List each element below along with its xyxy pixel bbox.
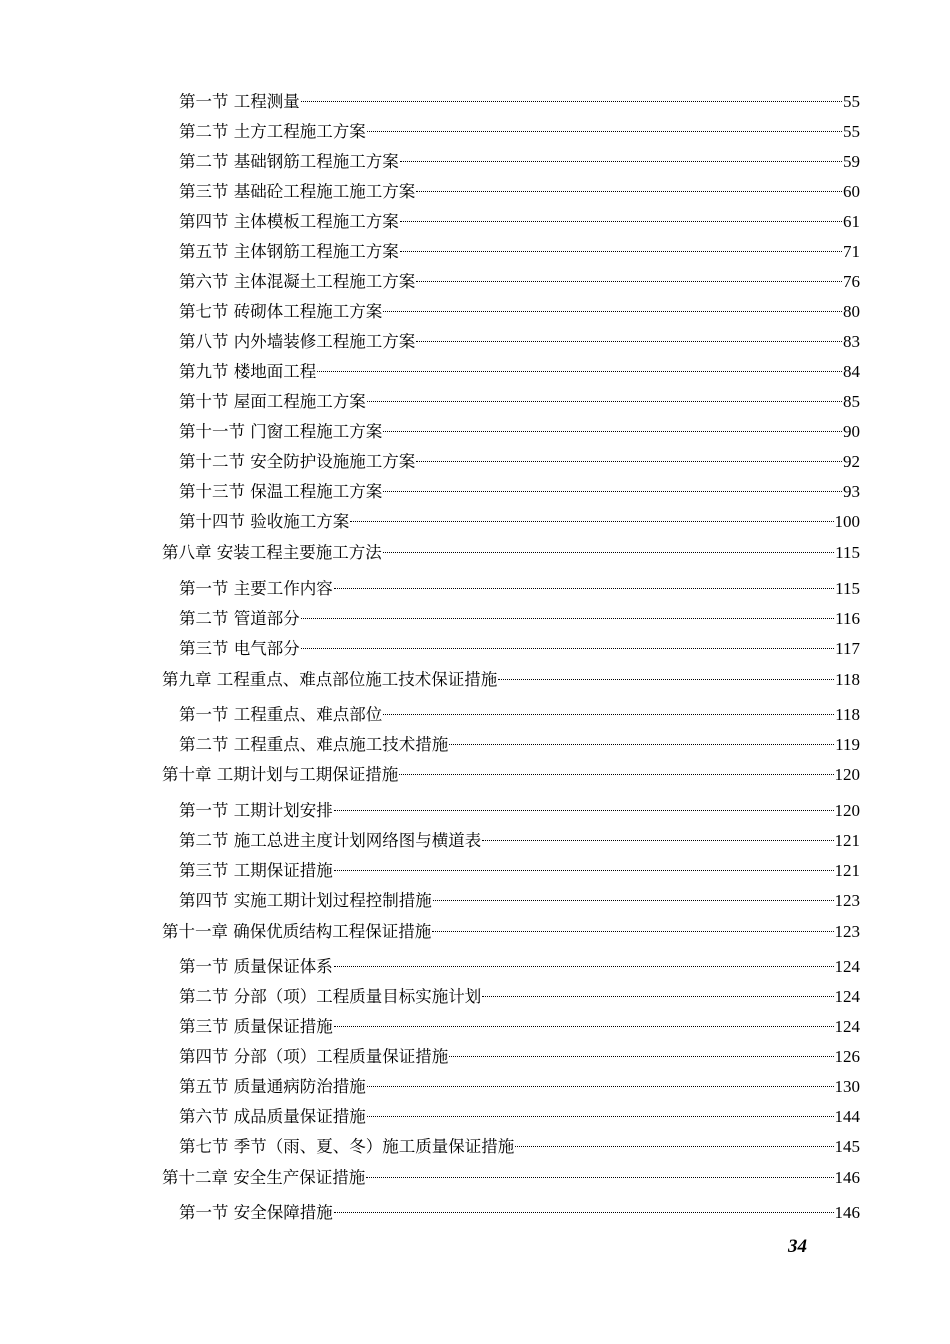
toc-entry-title: 第四节 分部（项）工程质量保证措施 bbox=[179, 1047, 449, 1066]
toc-chapter-entry[interactable] bbox=[162, 667, 860, 693]
toc-entry-page-number: 144 bbox=[834, 1107, 860, 1126]
toc-chapter-entry[interactable] bbox=[162, 762, 860, 788]
toc-section-entry[interactable] bbox=[179, 858, 860, 884]
toc-entry-page-number: 116 bbox=[835, 609, 860, 628]
dot-leader bbox=[317, 370, 842, 372]
dot-leader bbox=[334, 1025, 834, 1027]
toc-entry-page-number: 100 bbox=[834, 512, 860, 531]
toc-entry-title: 第六节 成品质量保证措施 bbox=[179, 1107, 366, 1126]
toc-entry-page-number: 60 bbox=[843, 182, 860, 201]
toc-section-entry[interactable] bbox=[179, 89, 860, 115]
dot-leader bbox=[515, 1145, 833, 1147]
toc-chapter-entry[interactable] bbox=[162, 540, 860, 566]
toc-entry-page-number: 123 bbox=[834, 922, 860, 941]
toc-section-entry[interactable] bbox=[179, 798, 860, 824]
toc-section-entry[interactable] bbox=[179, 209, 860, 235]
toc-section-entry[interactable] bbox=[179, 449, 860, 475]
page-number: 34 bbox=[788, 1236, 807, 1257]
dot-leader bbox=[301, 100, 842, 102]
toc-entry-page-number: 118 bbox=[835, 705, 860, 724]
toc-entry-title: 第七节 砖砌体工程施工方案 bbox=[179, 302, 383, 321]
dot-leader bbox=[416, 280, 842, 282]
toc-section-entry[interactable] bbox=[179, 576, 860, 602]
toc-chapter-entry[interactable] bbox=[162, 919, 860, 945]
toc-entry-title: 第一节 质量保证体系 bbox=[179, 957, 333, 976]
dot-leader bbox=[399, 773, 833, 775]
toc-section-entry[interactable] bbox=[179, 888, 860, 914]
toc-entry-page-number: 119 bbox=[835, 735, 860, 754]
toc-section-entry[interactable] bbox=[179, 1014, 860, 1040]
toc-entry-page-number: 83 bbox=[843, 332, 860, 351]
dot-leader bbox=[367, 1115, 834, 1117]
toc-section-entry[interactable] bbox=[179, 636, 860, 662]
toc-entry-title: 第七节 季节（雨、夏、冬）施工质量保证措施 bbox=[179, 1137, 515, 1156]
dot-leader bbox=[400, 220, 842, 222]
toc-entry-title: 第二节 工程重点、难点施工技术措施 bbox=[179, 735, 449, 754]
toc-entry-title: 第三节 基础砼工程施工施工方案 bbox=[179, 182, 416, 201]
toc-entry-page-number: 146 bbox=[834, 1168, 860, 1187]
dot-leader bbox=[366, 1176, 833, 1178]
toc-entry-page-number: 80 bbox=[843, 302, 860, 321]
toc-entry-title: 第十三节 保温工程施工方案 bbox=[179, 482, 383, 501]
dot-leader bbox=[334, 809, 834, 811]
toc-entry-title: 第十二节 安全防护设施施工方案 bbox=[179, 452, 416, 471]
toc-entry-title: 第一节 工程重点、难点部位 bbox=[179, 705, 383, 724]
dot-leader bbox=[301, 617, 834, 619]
toc-section-entry[interactable] bbox=[179, 179, 860, 205]
toc-entry-page-number: 120 bbox=[834, 765, 860, 784]
toc-entry-page-number: 126 bbox=[834, 1047, 860, 1066]
toc-entry-title: 第三节 质量保证措施 bbox=[179, 1017, 333, 1036]
toc-section-entry[interactable] bbox=[179, 1200, 860, 1226]
dot-leader bbox=[400, 160, 842, 162]
toc-entry-page-number: 121 bbox=[834, 861, 860, 880]
toc-entry-title: 第八章 安装工程主要施工方法 bbox=[162, 543, 382, 562]
toc-entry-title: 第九章 工程重点、难点部位施工技术保证措施 bbox=[162, 670, 498, 689]
dot-leader bbox=[367, 400, 842, 402]
dot-leader bbox=[334, 587, 834, 589]
toc-section-entry[interactable] bbox=[179, 702, 860, 728]
toc-entry-title: 第十二章 安全生产保证措施 bbox=[162, 1168, 366, 1187]
dot-leader bbox=[383, 713, 834, 715]
toc-section-entry[interactable] bbox=[179, 954, 860, 980]
toc-entry-title: 第四节 实施工期计划过程控制措施 bbox=[179, 891, 432, 910]
toc-entry-title: 第二节 施工总进主度计划网络图与横道表 bbox=[179, 831, 482, 850]
dot-leader bbox=[383, 551, 834, 553]
toc-entry-title: 第四节 主体模板工程施工方案 bbox=[179, 212, 399, 231]
toc-section-entry[interactable] bbox=[179, 1104, 860, 1130]
toc-section-entry[interactable] bbox=[179, 149, 860, 175]
dot-leader bbox=[416, 460, 842, 462]
toc-entry-page-number: 84 bbox=[843, 362, 860, 381]
dot-leader bbox=[498, 678, 834, 680]
toc-entry-page-number: 115 bbox=[835, 579, 860, 598]
toc-section-entry[interactable] bbox=[179, 509, 860, 535]
toc-entry-page-number: 124 bbox=[834, 957, 860, 976]
toc-entry-page-number: 61 bbox=[843, 212, 860, 231]
toc-section-entry[interactable] bbox=[179, 239, 860, 265]
toc-section-entry[interactable] bbox=[179, 299, 860, 325]
toc-section-entry[interactable] bbox=[179, 359, 860, 385]
dot-leader bbox=[449, 1055, 833, 1057]
toc-entry-title: 第二节 基础钢筋工程施工方案 bbox=[179, 152, 399, 171]
toc-section-entry[interactable] bbox=[179, 479, 860, 505]
dot-leader bbox=[416, 190, 842, 192]
toc-section-entry[interactable] bbox=[179, 606, 860, 632]
toc-section-entry[interactable] bbox=[179, 389, 860, 415]
toc-section-entry[interactable] bbox=[179, 984, 860, 1010]
toc-entry-page-number: 121 bbox=[834, 831, 860, 850]
toc-entry-title: 第一节 工期计划安排 bbox=[179, 801, 333, 820]
toc-entry-page-number: 130 bbox=[834, 1077, 860, 1096]
toc-entry-page-number: 71 bbox=[843, 242, 860, 261]
toc-entry-page-number: 120 bbox=[834, 801, 860, 820]
toc-entry-page-number: 55 bbox=[843, 122, 860, 141]
toc-entry-title: 第一节 安全保障措施 bbox=[179, 1203, 333, 1222]
dot-leader bbox=[334, 1211, 834, 1213]
toc-section-entry[interactable] bbox=[179, 119, 860, 145]
toc-section-entry[interactable] bbox=[179, 269, 860, 295]
toc-entry-page-number: 92 bbox=[843, 452, 860, 471]
toc-section-entry[interactable] bbox=[179, 1134, 860, 1160]
toc-entry-title: 第一节 主要工作内容 bbox=[179, 579, 333, 598]
toc-section-entry[interactable] bbox=[179, 732, 860, 758]
toc-entry-page-number: 124 bbox=[834, 1017, 860, 1036]
toc-entry-title: 第五节 主体钢筋工程施工方案 bbox=[179, 242, 399, 261]
dot-leader bbox=[383, 310, 842, 312]
dot-leader bbox=[383, 490, 842, 492]
toc-entry-page-number: 124 bbox=[834, 987, 860, 1006]
dot-leader bbox=[383, 430, 842, 432]
toc-section-entry[interactable] bbox=[179, 329, 860, 355]
toc-entry-page-number: 59 bbox=[843, 152, 860, 171]
dot-leader bbox=[432, 930, 833, 932]
toc-entry-page-number: 90 bbox=[843, 422, 860, 441]
toc-entry-title: 第三节 工期保证措施 bbox=[179, 861, 333, 880]
toc-entry-page-number: 55 bbox=[843, 92, 860, 111]
dot-leader bbox=[482, 839, 833, 841]
toc-entry-title: 第三节 电气部分 bbox=[179, 639, 300, 658]
dot-leader bbox=[367, 130, 842, 132]
toc-section-entry[interactable] bbox=[179, 419, 860, 445]
dot-leader bbox=[433, 899, 834, 901]
toc-entry-title: 第五节 质量通病防治措施 bbox=[179, 1077, 366, 1096]
toc-section-entry[interactable] bbox=[179, 828, 860, 854]
toc-entry-title: 第九节 楼地面工程 bbox=[179, 362, 317, 381]
toc-entry-page-number: 118 bbox=[835, 670, 860, 689]
toc-entry-page-number: 85 bbox=[843, 392, 860, 411]
toc-section-entry[interactable] bbox=[179, 1074, 860, 1100]
toc-entry-title: 第二节 管道部分 bbox=[179, 609, 300, 628]
toc-entry-title: 第六节 主体混凝土工程施工方案 bbox=[179, 272, 416, 291]
dot-leader bbox=[334, 965, 834, 967]
dot-leader bbox=[301, 647, 834, 649]
toc-section-entry[interactable] bbox=[179, 1044, 860, 1070]
toc-entry-title: 第十四节 验收施工方案 bbox=[179, 512, 350, 531]
toc-entry-page-number: 76 bbox=[843, 272, 860, 291]
toc-entry-title: 第十一节 门窗工程施工方案 bbox=[179, 422, 383, 441]
toc-entry-title: 第十章 工期计划与工期保证措施 bbox=[162, 765, 399, 784]
toc-entry-title: 第二节 分部（项）工程质量目标实施计划 bbox=[179, 987, 482, 1006]
dot-leader bbox=[367, 1085, 834, 1087]
toc-entry-title: 第八节 内外墙装修工程施工方案 bbox=[179, 332, 416, 351]
toc-entry-title: 第二节 土方工程施工方案 bbox=[179, 122, 366, 141]
toc-entry-page-number: 115 bbox=[835, 543, 860, 562]
toc-entry-page-number: 93 bbox=[843, 482, 860, 501]
toc-entry-title: 第一节 工程测量 bbox=[179, 92, 300, 111]
toc-entry-page-number: 117 bbox=[835, 639, 860, 658]
toc-entry-page-number: 145 bbox=[834, 1137, 860, 1156]
dot-leader bbox=[482, 995, 833, 997]
toc-chapter-entry[interactable] bbox=[162, 1165, 860, 1191]
toc-entry-page-number: 146 bbox=[834, 1203, 860, 1222]
dot-leader bbox=[416, 340, 842, 342]
toc-entry-title: 第十一章 确保优质结构工程保证措施 bbox=[162, 922, 432, 941]
toc-entry-page-number: 123 bbox=[834, 891, 860, 910]
toc-entry-title: 第十节 屋面工程施工方案 bbox=[179, 392, 366, 411]
dot-leader bbox=[400, 250, 842, 252]
dot-leader bbox=[350, 520, 833, 522]
dot-leader bbox=[334, 869, 834, 871]
dot-leader bbox=[449, 743, 834, 745]
